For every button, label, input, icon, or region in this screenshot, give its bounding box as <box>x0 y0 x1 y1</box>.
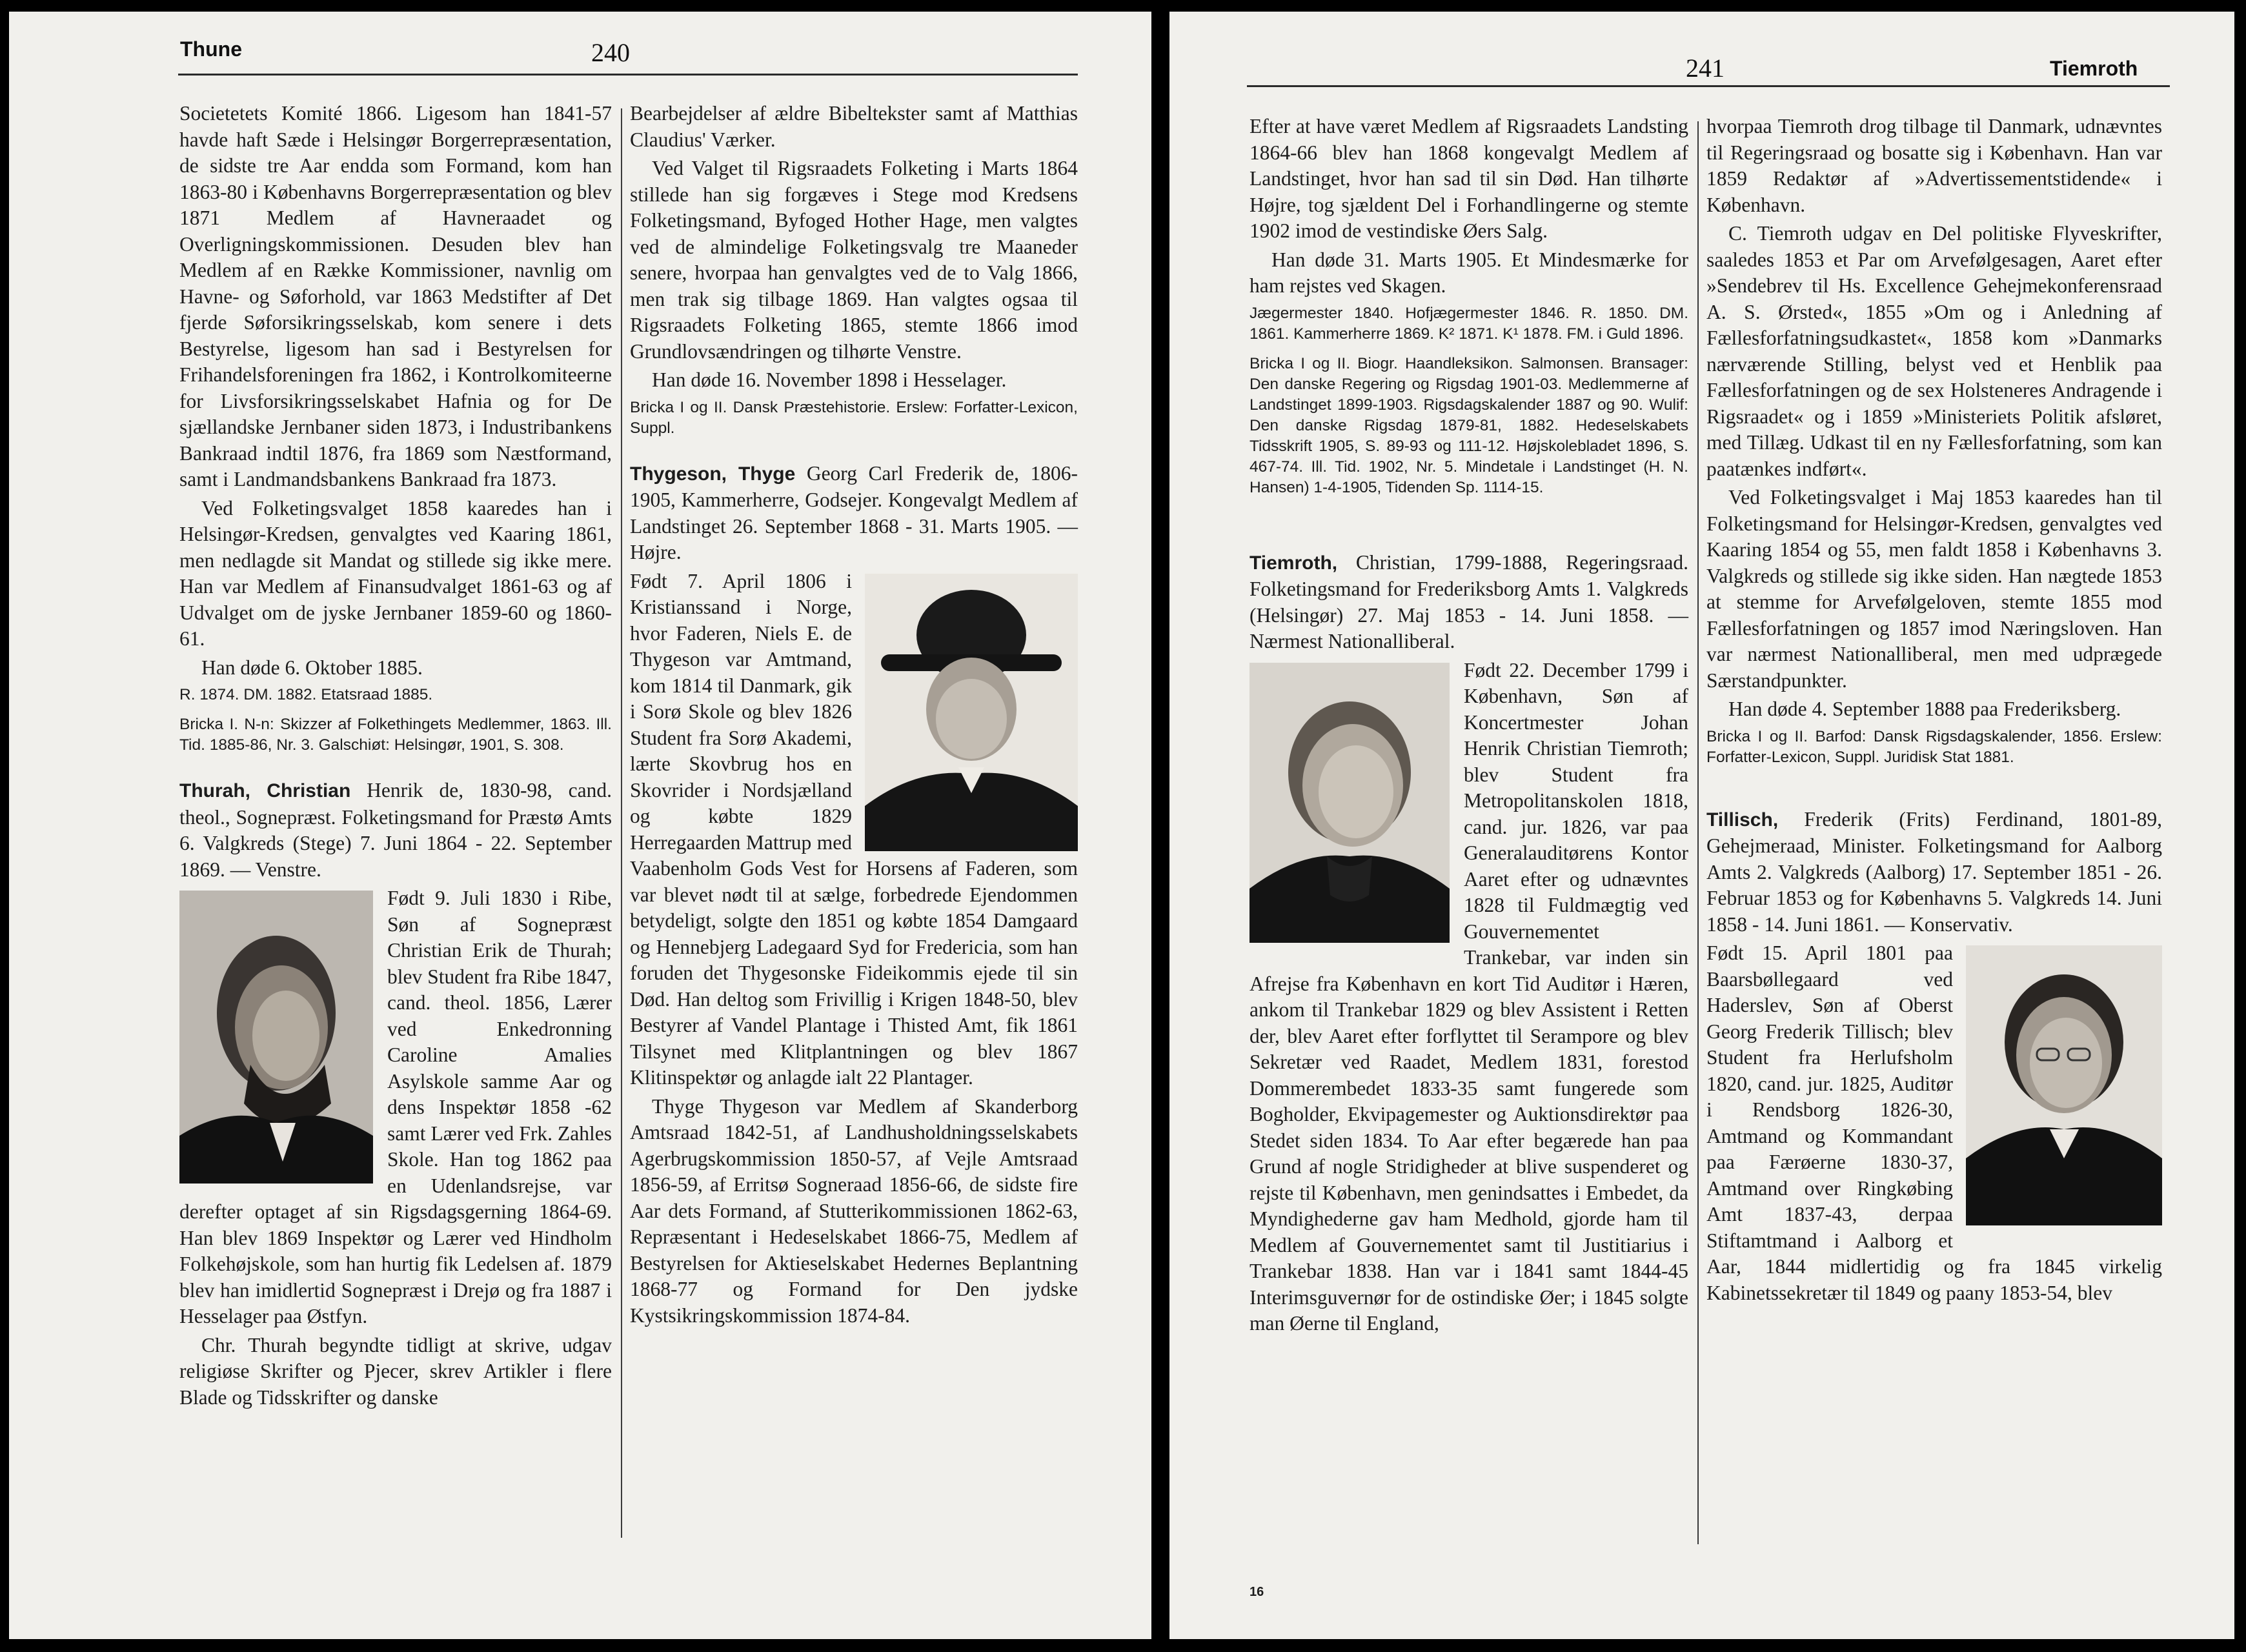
paragraph-born: Født 7. April 1806 i Kristianssand i Norge, hvor Faderen, Niels E. de Thygeson var Amtmand, kom 1814 til Danmark, gik i Sorø Skole og blev 1826 Student fra Sorø Akademi, lærte Skovbrug hos en Skovrider i Nordsjælland og købte 1829 Herregaarden Mattrup med Vaabenholm Gods Vest for Horsens af Faderen, som var blevet nødt til at sælge, forbedrede Ejendommen betydeligt, solgte den 1851 og købte 1854 Damgaard og Hennebjerg Ladegaard Syd for Fredericia, som han foruden det Thygesonske Fideikommis ejede til sin Død. Han deltog som Frivillig i Krigen 1848-50, blev Bestyrer af Vandel Plantage i Thisted Amt, fik 1861 Tilsynet med Klitplantningen og blev 1867 Klitinspektør og anlagde ialt 22 Plantager. <box>630 569 1078 1089</box>
left-column-2 <box>630 101 1078 1331</box>
references-note: Bricka I og II. Biogr. Haandleksikon. Salmonsen. Bransager: Den danske Regering og Rigsdag 1901-03. Medlemmerne af Landstinget 1899-1903. Rigsdagskalender 1887 og 90. Wulif: Den danske Rigsdag 1879-81, 1882. Hedeselskabets Tidsskrift 1905, S. 89-93 og 111-12. Højskolebladet 1896, S. 467-74. Ill. Tid. 1902, Nr. 5. Mindetale i Landstinget (H. N. Hansen) 1-4-1905, Tidenden Sp. 1114-15. <box>1249 354 1688 496</box>
page-header <box>9 12 1151 89</box>
running-head: Thune <box>180 37 242 61</box>
portrait-thurah <box>179 891 373 1184</box>
portrait-tiemroth-image <box>1249 663 1450 943</box>
entry-name: Tillisch, <box>1706 809 1779 831</box>
paragraph: Han døde 31. Marts 1905. Et Mindesmærke for ham rejstes ved Skagen. <box>1249 248 1688 297</box>
entry-name: Thygeson, Thyge <box>630 463 796 485</box>
entry-summary: Georg Carl Frederik de, 1806-1905, Kammerherre, Godsejer. Kongevalgt Medlem af Landstinget 26. September 1868 - 31. Marts 1905. — Højre. <box>630 461 1078 563</box>
right-page <box>1169 12 2234 1639</box>
entry-summary: Henrik de, 1830-98, cand. theol., Sognepræst. Folketingsmand for Præstø Amts 6. Valgkreds (Stege) 7. Juni 1864 - 22. September 1869. — Venstre. <box>179 779 612 881</box>
paragraph: Ved Folketingsvalget 1858 kaaredes han i Helsingør-Kredsen, genvalgtes ved Kaaring 1861, men nedlagde sit Mandat og stillede sig ikke mere. Han var Medlem af Finansudvalget 1861-63 og af Udvalget om de jyske Jernbaner 1859-60 og 1860-61. <box>179 496 612 650</box>
header-rule <box>1247 85 2170 87</box>
right-column-2 <box>1706 114 2162 1309</box>
left-column-1 <box>179 101 612 1413</box>
entry-heading <box>1706 807 2162 938</box>
right-column-1 <box>1249 114 1688 1340</box>
references-note: Bricka I og II. Dansk Præstehistorie. Erslew: Forfatter-Lexicon, Suppl. <box>630 398 1078 437</box>
header-rule <box>178 74 1078 76</box>
paragraph: Ved Folketingsvalget i Maj 1853 kaaredes han til Folketingsmand for Helsingør-Kredsen, genvalgtes ved Kaaring 1854 og 55, men faldt 1858 i Københavns 3. Valgkreds og stillede sig ikke siden. Han nægtede 1853 at stemme for Arvefølgeloven, stemte 1855 mod Fællesforfatningen og 1857 imod Næringsloven. Han var nærmest Nationalliberal, men med udprægede Særstandpunkter. <box>1706 486 2162 692</box>
portrait-tiemroth <box>1249 663 1450 943</box>
column-divider <box>621 108 622 1538</box>
page-number: 240 <box>591 38 630 67</box>
paragraph-born: Født 22. December 1799 i København, Søn af Koncertmester Johan Henrik Christian Tiemroth; blev Student fra Metropolitanskolen 1818, cand. jur. 1826, var paa Generalauditørens Kontor Aaret efter og udnævntes 1828 til Fuldmægtig ved Gouvernementet Trankebar, var inden sin Afrejse fra København en kort Tid Auditør i Hæren, ankom til Trankebar 1829 og blev Assistent i Retten der, blev Aaret efter forflyttet til Serampore og blev Sekretær ved Raadet, Medlem 1831, forestod Dommerembedet 1833-35 samt fungerede som Bogholder, Ekvipagemester og Auktionsdirektør paa Stedet siden 1834. To Aar efter begærede han paa Grund af nogle Stridigheder at blive suspenderet og rejste til København, men genindsattes i Embedet, da Myndighederne gav ham Medhold, gjorde ham til Medlem af Gouvernementet samt til Justitiarius i Trankebar 1838. Han var i 1841 samt 1844-45 Interimsguvernør for de ostindiske Øer; i 1845 solgte man Øerne til England, <box>1249 658 1688 1335</box>
paragraph: Efter at have været Medlem af Rigsraadets Landsting 1864-66 blev han 1868 kongevalgt Medlem af Landstinget, hvor han sad til sin Død. Han tilhørte Højre, tog sjældent Del i Forhandlingerne og stemte 1902 imod de vestindiske Øers Salg. <box>1249 115 1688 242</box>
references-note: Bricka I. N-n: Skizzer af Folkethingets Medlemmer, 1863. Ill. Tid. 1885-86, Nr. 3. Galschiøt: Helsingør, 1901, S. 308. <box>179 716 612 754</box>
paragraph: hvorpaa Tiemroth drog tilbage til Danmark, udnævntes til Regeringsraad og bosatte sig i København. Han var 1859 Redaktør af »Advertissementstidende« i København. <box>1706 115 2162 216</box>
honours-note: R. 1874. DM. 1882. Etatsraad 1885. <box>179 686 433 703</box>
entry-name: Thurah, Christian <box>179 780 351 801</box>
entry-heading <box>179 778 612 883</box>
portrait-tillisch-image <box>1966 945 2162 1225</box>
entry-summary: Christian, 1799-1888, Regeringsraad. Folketingsmand for Frederiksborg Amts 1. Valgkreds (Helsingør) 27. Maj 1853 - 14. Juni 1858. — Nærmest Nationalliberal. <box>1249 550 1688 652</box>
page-header <box>1169 12 2234 89</box>
entry-heading <box>1249 550 1688 655</box>
paragraph: Ved Valget til Rigsraadets Folketing i Marts 1864 stillede han sig forgæves i Stege mod Kredsens Folketingsmand, Byfoged Hother Hage, men valgtes ved de almindelige Folketingsvalg tre Maaneder senere, hvorpaa han genvalgtes ved de to Valg 1866, men trak sig tilbage 1869. Han valgtes ogsaa til Rigsraadets Folketing 1865, stemte 1866 imod Grundlovsændringen og tilhørte Venstre. <box>630 157 1078 363</box>
paragraph: Thyge Thygeson var Medlem af Skanderborg Amtsraad 1842-51, af Landhusholdningsselskabets Agerbrugskommission 1850-57, af Vejle Amtsraad 1856-59, af Erritsø Sogneraad 1856-66, de sidste fire Aar dets Formand, af Stutterikommissionen 1862-63, Repræsentant i Hedeselskabet 1866-75, Medlem af Bestyrelsen for Aktieselskabet Hedernes Beplantning 1868-77 og Formand for Den jydske Kystsikringskommission 1874-84. <box>630 1094 1078 1327</box>
left-page <box>9 12 1151 1639</box>
paragraph: Han døde 6. Oktober 1885. <box>201 656 423 679</box>
portrait-thurah-image <box>179 891 373 1184</box>
portrait-thygeson-image <box>865 574 1078 851</box>
entry-name: Tiemroth, <box>1249 552 1338 574</box>
signature-mark: 16 <box>1249 1585 1264 1599</box>
references-note: Bricka I og II. Barfod: Dansk Rigsdagskalender, 1856. Erslew: Forfatter-Lexicon, Suppl. Juridisk Stat 1881. <box>1706 727 2162 766</box>
entry-summary: Frederik (Frits) Ferdinand, 1801-89, Gehejmeraad, Minister. Folketingsmand for Aalborg Amts 2. Valgkreds (Aalborg) 17. September 1851 - 26. Februar 1853 og for Københavns 5. Valgkreds 14. Juni 1858 - 14. Juni 1861. — Konservativ. <box>1706 807 2162 936</box>
paragraph: C. Tiemroth udgav en Del politiske Flyveskrifter, saaledes 1853 et Par om Arvefølgesagen, Aaret efter »Sendebrev til Hs. Excellence Gehejmekonferensraad A. S. Ørsted«, 1855 »Om og i Anledning af Fællesforfatningsudkastet«, 1858 kom »Danmarks nærværende Stilling, belyst ved et Henblik paa Fællesforfatningen og de sex Holsteneres Andragende i Rigsraadet« og i 1859 »Ministeriets Politik afsløret, med Tillæg. Udkast til en ny Fællesforfatning, som kan paatænkes indført«. <box>1706 222 2162 480</box>
running-head: Tiemroth <box>2050 57 2138 80</box>
paragraph: Han døde 16. November 1898 i Hesselager. <box>652 368 1007 391</box>
paragraph: Han døde 4. September 1888 paa Frederiksberg. <box>1728 698 2121 720</box>
entry-heading <box>630 461 1078 566</box>
paragraph-born: Født 15. April 1801 paa Baarsbøllegaard ved Haderslev, Søn af Oberst Georg Frederik Tillisch; blev Student fra Herlufsholm 1820, cand. jur. 1825, Auditør i Rendsborg 1826-30, Amtmand og Kommandant paa Færøerne 1830-37, Amtmand over Ringkøbing Amt 1837-43, derpaa Stiftamtmand i Aalborg et Aar, 1844 midlertidig og fra 1845 virkelig Kabinetssekretær til 1849 og paany 1853-54, blev <box>1706 942 2162 1304</box>
paragraph-born: Født 9. Juli 1830 i Ribe, Søn af Sognepræst Christian Erik de Thurah; blev Student fra Ribe 1847, cand. theol. 1856, Lærer ved Enkedronning Caroline Amalies Asylskole samme Aar og dens Inspektør 1858 -62 samt Lærer ved Frk. Zahles Skole. Han tog 1862 paa en Udenlandsrejse, var derefter optaget af sin Rigsdagsgerning 1864-69. Han blev 1869 Inspektør og Lærer ved Hindholm Folkehøjskole, som han hurtig fik Ledelsen af. 1879 blev han imidlertid Sognepræst i Drejø og fra 1887 i Hesselager paa Østfyn. <box>179 887 612 1327</box>
column-divider <box>1697 121 1699 1544</box>
paragraph: Societetets Komité 1866. Ligesom han 1841-57 havde haft Sæde i Helsingør Borgerrepræsentation, de sidste tre Aar endda som Formand, kom han 1863-80 i Københavns Borgerrepræsentation og blev 1871 Medlem af Havneraadet og Overligningskommissionen. Desuden blev han Medlem af en Række Kommissioner, navnlig om Havne- og Søforhold, var 1863 Medstifter af Det fjerde Søforsikringsselskab, kom senere i dets Bestyrelse, ligesom han sad i Bestyrelsen for Frihandelsforeningen fra 1862, i Kontrolkomiteerne for Livsforsikringsselskabet Hafnia og for De sjællandske Jernbaner siden 1873, i Industribankens Bankraad indtil 1876, fra 1869 som Næstformand, samt i Landmandsbankens Bankraad fra 1873. <box>179 102 612 490</box>
honours-note: Jægermester 1840. Hofjægermester 1846. R. 1850. DM. 1861. Kammerherre 1869. K² 1871. K¹ 1878. FM. i Guld 1896. <box>1249 304 1688 343</box>
paragraph: Chr. Thurah begyndte tidligt at skrive, udgav religiøse Skrifter og Pjecer, skrev Artikler i flere Blade og Tidsskrifter og danske <box>179 1333 612 1409</box>
portrait-tillisch <box>1966 945 2162 1225</box>
paragraph: Bearbejdelser af ældre Bibeltekster samt af Matthias Claudius' Værker. <box>630 102 1078 151</box>
portrait-thygeson <box>865 574 1078 851</box>
page-number: 241 <box>1686 54 1725 83</box>
